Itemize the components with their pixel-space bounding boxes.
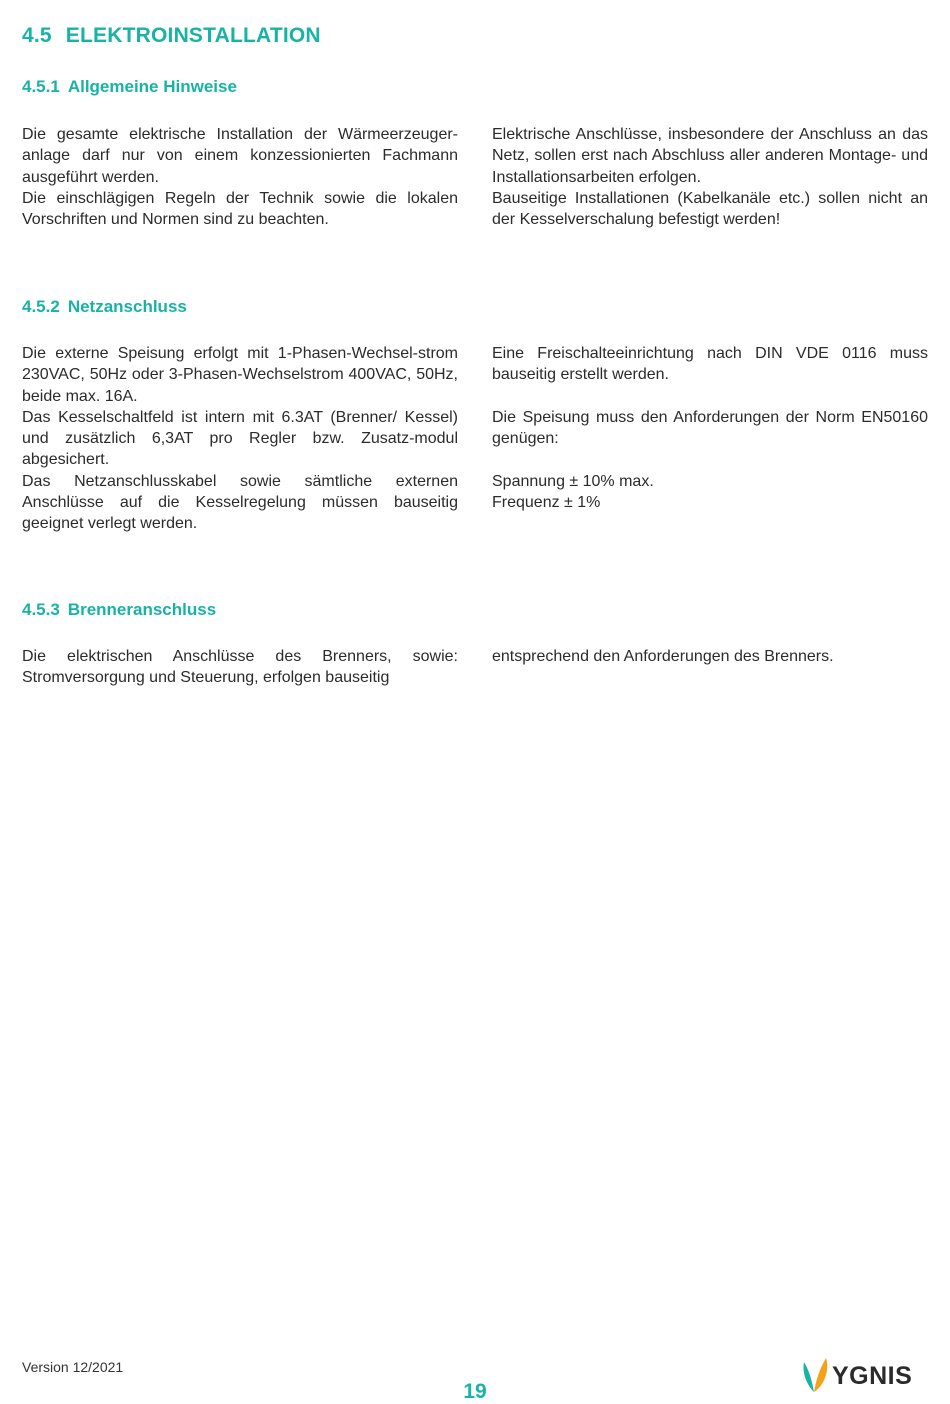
netzanschluss-right-column xyxy=(492,343,928,513)
paragraph: Die gesamte elektrische Installation der Wärmeerzeuger-anlage darf nur von einem konzessionierten Fachmann ausgeführt werden. xyxy=(22,126,458,186)
subsection-number: 4.5.2 xyxy=(22,297,60,316)
paragraph: Die externe Speisung erfolgt mit 1-Phasen-Wechsel-strom 230VAC, 50Hz oder 3-Phasen-Wechselstrom 400VAC, 50Hz, beide max. 16A. xyxy=(22,345,458,405)
version-label: Version 12/2021 xyxy=(22,1359,124,1375)
spec-line: Frequenz ± 1% xyxy=(492,494,601,512)
subsection-title: Brenneranschluss xyxy=(67,600,217,619)
subsection-heading-allgemeine-hinweise xyxy=(22,77,237,97)
paragraph: entsprechend den Anforderungen des Brenners. xyxy=(492,648,834,665)
hinweise-right-column xyxy=(492,124,928,230)
subsection-number: 4.5.3 xyxy=(22,600,60,619)
section-number: 4.5 xyxy=(22,24,52,47)
spec-line: Spannung ± 10% max. xyxy=(492,472,654,490)
section-title xyxy=(22,24,321,48)
section-title-text: ELEKTROINSTALLATION xyxy=(65,24,321,47)
paragraph: Die einschlägigen Regeln der Technik sowie die lokalen Vorschriften und Normen sind zu beachten. xyxy=(22,189,458,229)
hinweise-left-column xyxy=(22,124,458,230)
subsection-title: Allgemeine Hinweise xyxy=(67,77,237,96)
leaf-icon xyxy=(800,1356,834,1396)
paragraph: Die elektrischen Anschlüsse des Brenners, sowie: Stromversorgung und Steuerung, erfolgen bauseitig xyxy=(22,648,458,687)
paragraph: Bauseitige Installationen (Kabelkanäle etc.) sollen nicht an der Kesselverschalung befestigt werden! xyxy=(492,189,928,229)
ygnis-logo xyxy=(800,1356,930,1396)
subsection-title: Netzanschluss xyxy=(67,297,187,316)
page-number: 19 xyxy=(463,1380,487,1403)
subsection-heading-brenneranschluss xyxy=(22,600,216,620)
paragraph: Die Speisung muss den Anforderungen der Norm EN50160 genügen: xyxy=(492,408,928,448)
paragraph: Das Kesselschaltfeld ist intern mit 6.3AT (Brenner/ Kessel) und zusätzlich 6,3AT pro Regler bzw. Zusatz-modul abgesichert. xyxy=(22,408,458,469)
brenneranschluss-right-column xyxy=(492,646,928,667)
paragraph: Das Netzanschlusskabel sowie sämtliche externen Anschlüsse auf die Kesselregelung müssen bauseitig geeignet verlegt werden. xyxy=(22,472,458,533)
subsection-heading-netzanschluss xyxy=(22,297,187,317)
paragraph: Elektrische Anschlüsse, insbesondere der Anschluss an das Netz, sollen erst nach Abschluss aller anderen Montage- und Installationsarbeiten erfolgen. xyxy=(492,126,928,186)
netzanschluss-left-column xyxy=(22,343,458,535)
paragraph: Eine Freischalteeinrichtung nach DIN VDE 0116 muss bauseitig erstellt werden. xyxy=(492,345,928,384)
subsection-number: 4.5.1 xyxy=(22,77,60,96)
logo-text: YGNIS xyxy=(832,1362,913,1390)
brenneranschluss-left-column xyxy=(22,646,458,689)
